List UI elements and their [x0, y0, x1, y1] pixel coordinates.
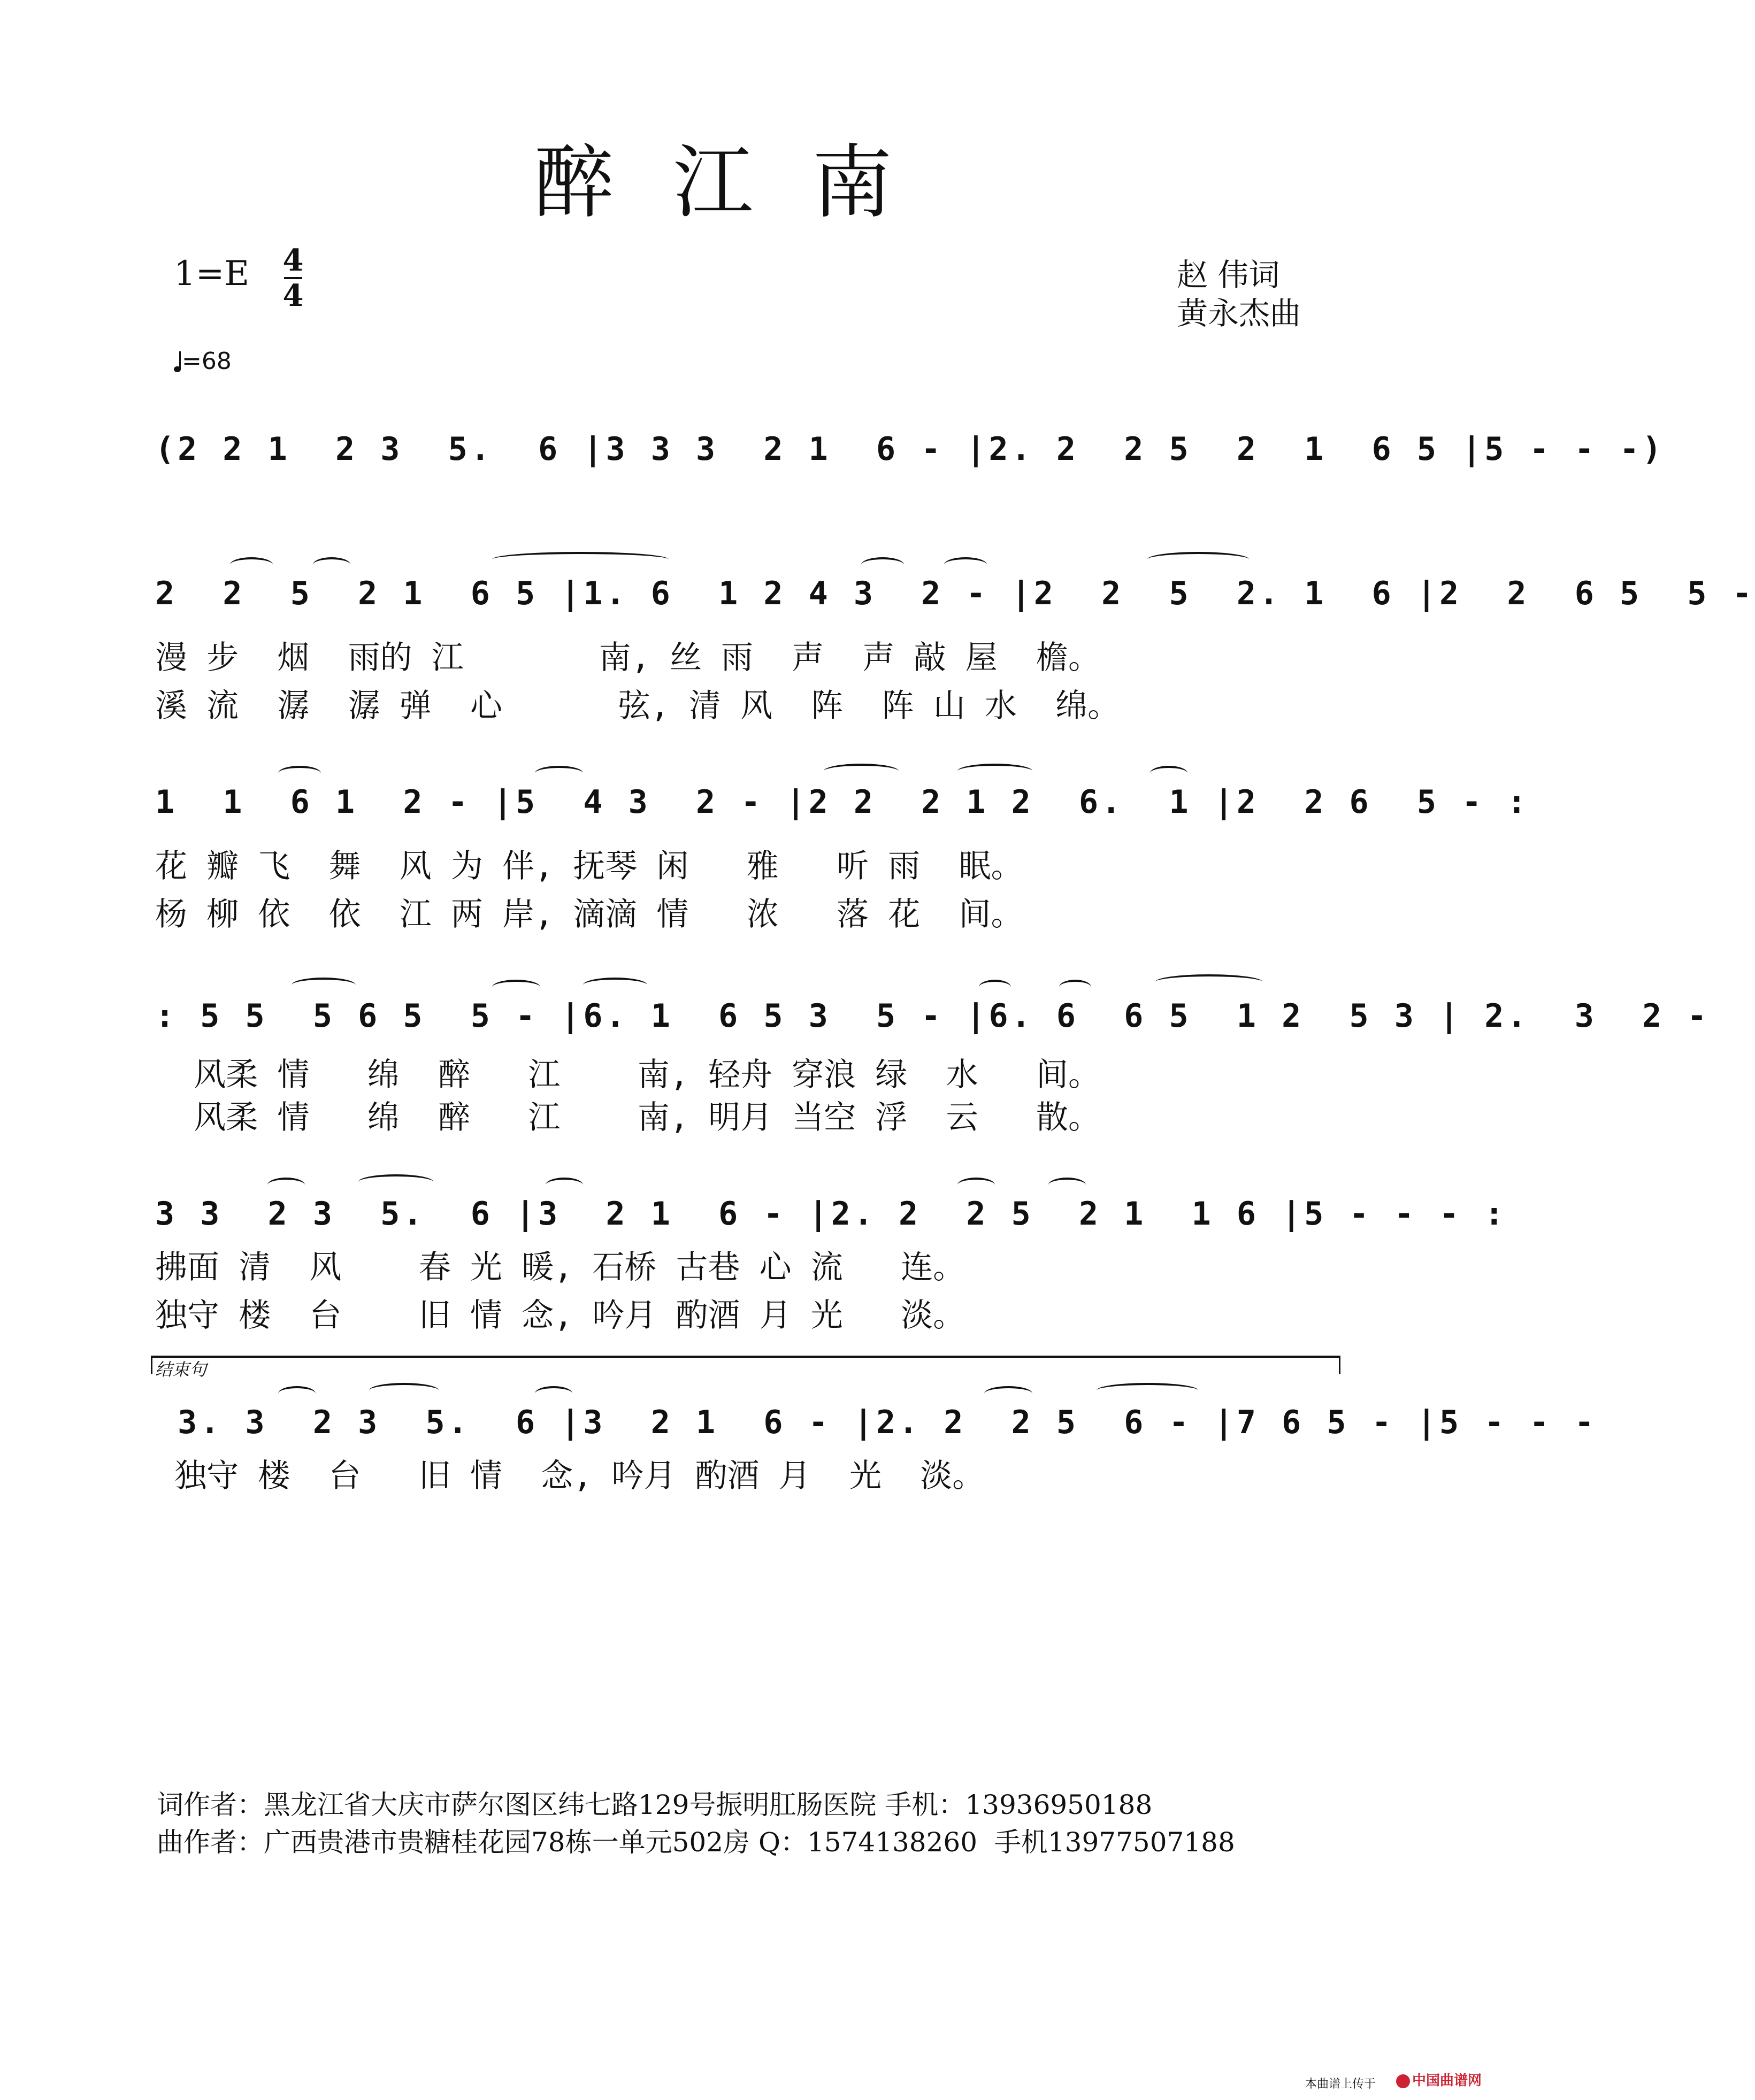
lyric-verse-1: 花 瓣 飞 舞 风 为 伴, 抚琴 闲 雅 听 雨 眠。	[155, 848, 1023, 885]
meter-top: 4	[282, 243, 304, 278]
tempo-value: =68	[182, 348, 232, 375]
notation-line: : 5 5 5 6 5 5 - |6. 1 6 5 3 5 - |6. 6 6 5 1 2 5 3 | 2. 3 2 -	[155, 997, 1710, 1035]
score-title: 醉江南	[533, 136, 951, 229]
ending-label: 结束句	[155, 1359, 207, 1380]
slur-mark	[1155, 974, 1262, 989]
tempo-marking	[174, 348, 232, 375]
lyric-verse-1: 风柔 情 绵 醉 江 南, 轻舟 穿浪 绿 水 间。	[155, 1056, 1100, 1094]
notation-line: (2 2 1 2 3 5. 6 |3 3 3 2 1 6 - |2. 2 2 5 2 1 6 5 |5 - - -)	[155, 430, 1665, 468]
upload-note: 本曲谱上传于	[1305, 2078, 1376, 2091]
ending-bracket	[151, 1356, 1340, 1374]
logo-icon	[1396, 2074, 1410, 2088]
lyric-verse-2: 独守 楼 台 旧 情 念, 吟月 酌酒 月 光 淡。	[155, 1297, 965, 1334]
notation-line: 1 1 6 1 2 - |5 4 3 2 - |2 2 2 1 2 6. 1 |2 2 6 5 - :	[155, 783, 1530, 821]
lyric-verse-2: 溪 流 潺 潺 弹 心 弦, 清 风 阵 阵 山 水 绵。	[155, 687, 1120, 725]
system-verse-1	[0, 567, 1755, 759]
lyricist-credit: 赵 伟词	[1177, 257, 1280, 293]
lyricist-contact: 词作者：黑龙江省大庆市萨尔图区纬七路129号振明肛肠医院 手机：13936950188	[157, 1789, 1153, 1820]
lyric-verse-2: 杨 柳 依 依 江 两 岸, 滴滴 情 浓 落 花 间。	[155, 896, 1023, 933]
site-name: 中国曲谱网	[1412, 2073, 1482, 2089]
composer-contact: 曲作者：广西贵港市贵糖桂花园78栋一单元502房 Q：1574138260 手机13977507188	[157, 1827, 1235, 1858]
lyric-verse-2: 风柔 情 绵 醉 江 南, 明月 当空 浮 云 散。	[155, 1099, 1100, 1136]
notation-line: 3 3 2 3 5. 6 |3 2 1 6 - |2. 2 2 5 2 1 1 6 |5 - - - :	[155, 1195, 1507, 1233]
composer-credit: 黄永杰曲	[1177, 295, 1301, 332]
meter-bottom: 4	[282, 278, 304, 313]
system-ending	[0, 1396, 1597, 1588]
system-refrain-2	[0, 1187, 1507, 1380]
site-logo	[1396, 2070, 1482, 2089]
lyric-verse-1: 拂面 清 风 春 光 暖, 石桥 古巷 心 流 连。	[155, 1249, 965, 1286]
quarter-note-icon	[174, 366, 181, 372]
slur-mark	[1147, 552, 1249, 567]
credits	[1177, 256, 1301, 333]
slur-mark	[492, 552, 669, 567]
system-verse-2	[0, 775, 1530, 968]
notation-line: 3. 3 2 3 5. 6 |3 2 1 6 - |2. 2 2 5 6 - |7 6 5 - |5 - - -	[155, 1404, 1597, 1441]
notation-line: 2 2 5 2 1 6 5 |1. 6 1 2 4 3 2 - |2 2 5 2. 1 6 |2 2 6 5 5 -	[155, 575, 1755, 612]
key-signature: 1=E	[174, 254, 250, 294]
system-refrain-1	[0, 989, 1710, 1182]
lyric-verse-1: 独守 楼 台 旧 情 念, 吟月 酌酒 月 光 淡。	[155, 1457, 985, 1495]
lyric-verse-1: 漫 步 烟 雨的 江 南, 丝 雨 声 声 敲 屋 檐。	[155, 639, 1100, 676]
time-signature	[282, 245, 304, 311]
